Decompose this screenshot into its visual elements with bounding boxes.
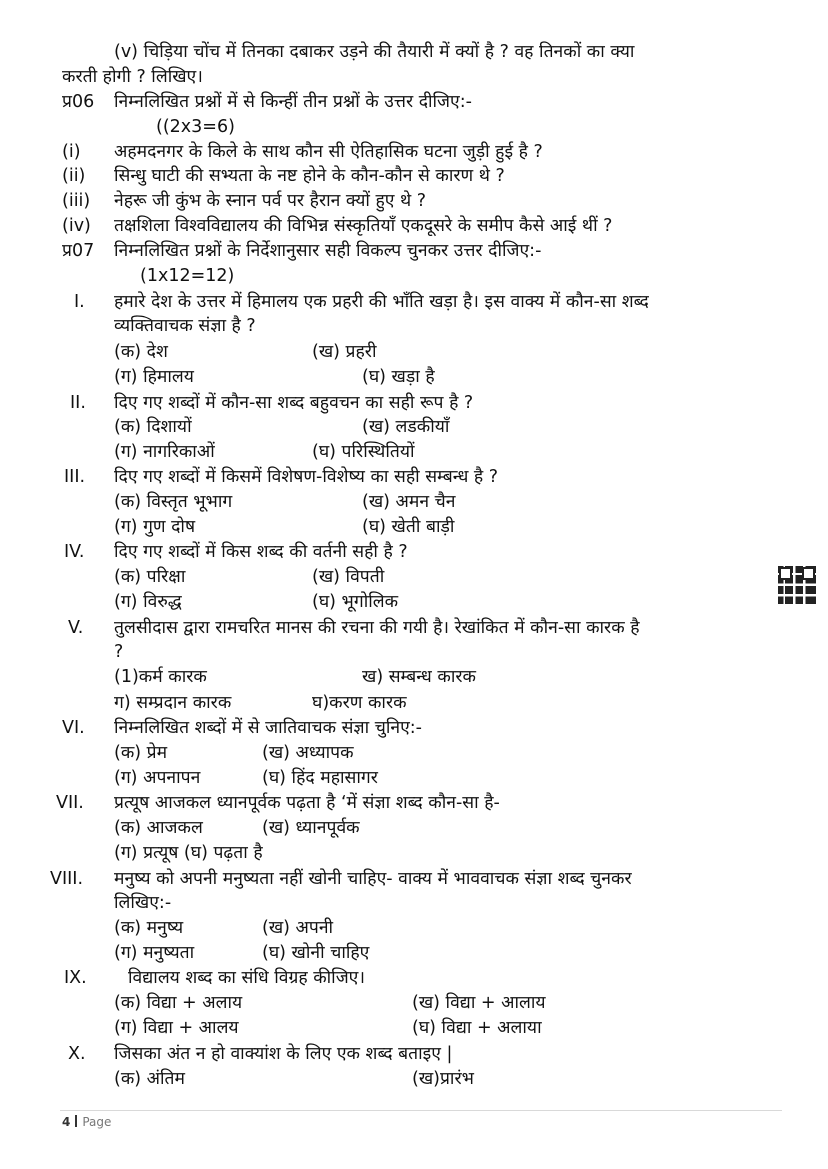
text-line: प्र06 — [62, 92, 95, 112]
text-line: (ग) प्रत्यूष (घ) पढ़ता है — [114, 843, 263, 863]
text-line: (iv) — [62, 216, 91, 236]
text-line: (v) चिड़िया चोंच में तिनका दबाकर उड़ने की तैयारी में क्यों है ? वह तिनकों का क्या — [114, 42, 635, 62]
text-line: प्र07 — [62, 241, 95, 261]
text-line: (iii) — [62, 191, 91, 211]
text-line: (क) अंतिम — [114, 1069, 185, 1089]
text-line: निम्नलिखित प्रश्नों के निर्देशानुसार सही विकल्प चुनकर उत्तर दीजिए:- — [114, 241, 542, 261]
text-line: (ग) हिमालय — [114, 367, 194, 387]
page-footer — [62, 1114, 111, 1130]
text-line: विद्यालय शब्द का संधि विग्रह कीजिए। — [128, 968, 365, 988]
text-line: (ख) ध्यानपूर्वक — [262, 818, 360, 838]
text-line: (ग) मनुष्यता — [114, 943, 195, 963]
text-line: (क) विद्या + अलाय — [114, 993, 243, 1013]
text-line: (ख)प्रारंभ — [412, 1069, 474, 1089]
text-line: ((2x3=6) — [156, 117, 235, 137]
text-line: ग) सम्प्रदान कारक — [114, 693, 232, 713]
text-line: (ख) विद्या + आलाय — [412, 993, 546, 1013]
question-number: VI. — [62, 718, 85, 738]
question-number: III. — [64, 467, 86, 487]
question-number: VII. — [56, 793, 84, 813]
text-line: सिन्धु घाटी की सभ्यता के नष्ट होने के कौन-कौन से कारण थे ? — [114, 166, 505, 186]
question-number: I. — [74, 292, 85, 312]
text-line: दिए गए शब्दों में कौन-सा शब्द बहुवचन का सही रूप है ? — [114, 393, 474, 413]
text-line: लिखिए:- — [114, 893, 172, 913]
text-line: (क) देश — [114, 342, 168, 362]
text-line: (घ) परिस्थितियों — [312, 442, 415, 462]
text-line: (ख) अपनी — [262, 918, 334, 938]
text-line: (1x12=12) — [140, 266, 235, 286]
text-line: (ख) अमन चैन — [362, 492, 456, 512]
text-line: (घ) खेती बाड़ी — [362, 517, 455, 537]
question-number: V. — [68, 618, 84, 638]
page-number: 4 — [62, 1115, 71, 1129]
text-line: तुलसीदास द्वारा रामचरित मानस की रचना की गयी है। रेखांकित में कौन-सा कारक है — [114, 618, 640, 638]
text-line: (क) मनुष्य — [114, 918, 184, 938]
text-line: अहमदनगर के किले के साथ कौन सी ऐतिहासिक घटना जुड़ी हुई है ? — [114, 142, 543, 162]
text-line: (क) दिशायों — [114, 417, 192, 437]
text-line: निम्नलिखित शब्दों में से जातिवाचक संज्ञा चुनिए:- — [114, 718, 422, 738]
text-line: (घ) खड़ा है — [362, 367, 435, 387]
text-line: (1)कर्म कारक — [114, 667, 207, 687]
text-line: (ग) विद्या + आलय — [114, 1018, 239, 1038]
text-line: मनुष्य को अपनी मनुष्यता नहीं खोनी चाहिए- वाक्य में भाववाचक संज्ञा शब्द चुनकर — [114, 869, 632, 889]
text-line: करती होगी ? लिखिए। — [62, 67, 203, 87]
text-line: (ग) अपनापन — [114, 768, 201, 788]
text-line: (घ) हिंद महासागर — [262, 768, 378, 788]
text-line: (ख) अध्यापक — [262, 743, 354, 763]
text-line: (ii) — [62, 166, 86, 186]
text-line: (ग) गुण दोष — [114, 517, 196, 537]
text-line: (क) परिक्षा — [114, 567, 186, 587]
text-line: घ)करण कारक — [312, 693, 407, 713]
page-label: Page — [82, 1115, 112, 1129]
text-line: प्रत्यूष आजकल ध्यानपूर्वक पढ़ता है ‘में संज्ञा शब्द कौन-सा है- — [114, 793, 500, 813]
text-line: (क) विस्तृत भूभाग — [114, 492, 233, 512]
text-line: निम्नलिखित प्रश्नों में से किन्हीं तीन प्रश्नों के उत्तर दीजिए:- — [114, 92, 472, 112]
footer-divider — [60, 1110, 782, 1111]
text-line: (क) प्रेम — [114, 743, 168, 763]
text-line: (क) आजकल — [114, 818, 203, 838]
text-line: (ग) विरुद्ध — [114, 592, 182, 612]
text-line: (ख) विपती — [312, 567, 385, 587]
question-number: VIII. — [50, 869, 84, 889]
question-number: II. — [70, 393, 86, 413]
question-number: IV. — [64, 542, 85, 562]
text-line: व्यक्तिवाचक संज्ञा है ? — [114, 316, 256, 336]
question-number: IX. — [64, 968, 87, 988]
text-line: (ख) प्रहरी — [312, 342, 377, 362]
text-line: ख) सम्बन्ध कारक — [362, 667, 476, 687]
text-line: दिए गए शब्दों में किसमें विशेषण-विशेष्य का सही सम्बन्ध है ? — [114, 467, 499, 487]
text-line: दिए गए शब्दों में किस शब्द की वर्तनी सही है ? — [114, 542, 408, 562]
text-line: (ख) लडकीयाँ — [362, 417, 450, 437]
qr-code-icon — [778, 566, 816, 604]
footer-separator — [75, 1115, 77, 1127]
text-line: (घ) भूगोलिक — [312, 592, 399, 612]
text-line: (i) — [62, 142, 81, 162]
text-line: हमारे देश के उत्तर में हिमालय एक प्रहरी की भाँति खड़ा है। इस वाक्य में कौन-सा शब्द — [114, 292, 649, 312]
text-line: (ग) नागरिकाओं — [114, 442, 215, 462]
text-line: जिसका अंत न हो वाक्यांश के लिए एक शब्द बताइए | — [114, 1044, 453, 1064]
text-line: ? — [114, 642, 124, 662]
text-line: (घ) खोनी चाहिए — [262, 943, 370, 963]
text-line: (घ) विद्या + अलाया — [412, 1018, 542, 1038]
question-number: X. — [68, 1044, 86, 1064]
text-line: तक्षशिला विश्वविद्यालय की विभिन्न संस्कृतियाँ एकदूसरे के समीप कैसे आई थीं ? — [114, 216, 613, 236]
text-line: नेहरू जी कुंभ के स्नान पर्व पर हैरान क्यों हुए थे ? — [114, 191, 427, 211]
